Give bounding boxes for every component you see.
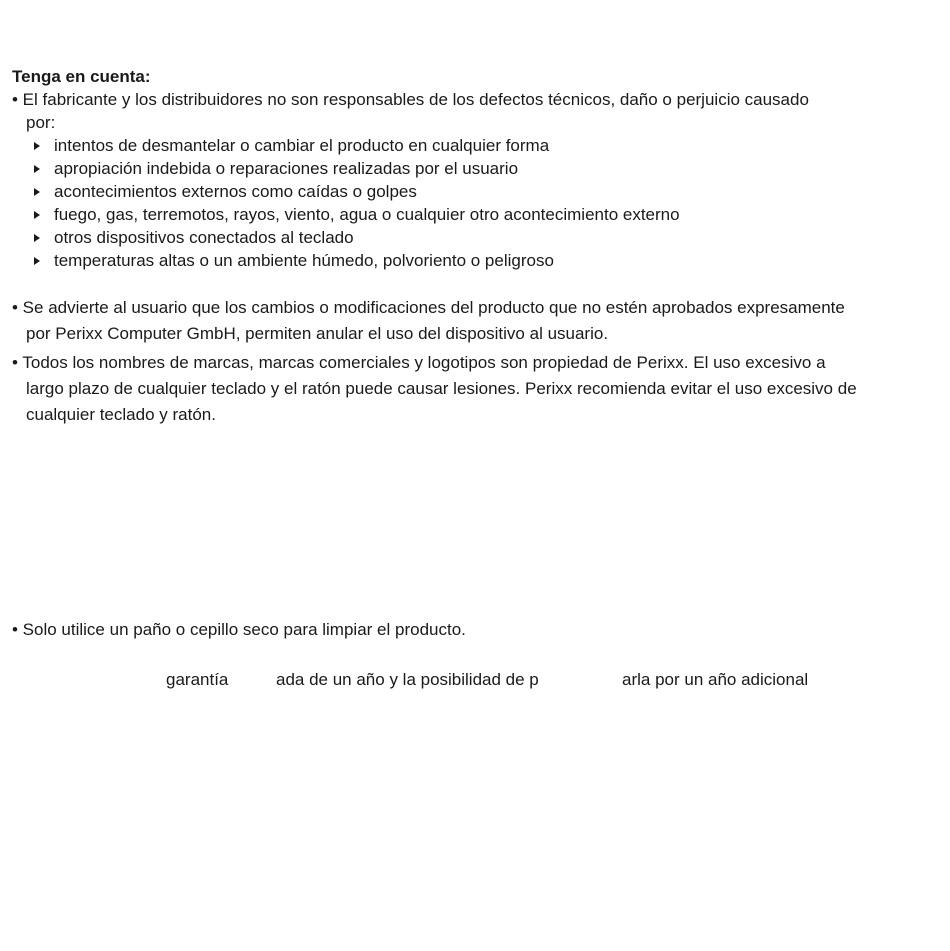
sub-item: otros dispositivos conectados al teclado: [34, 226, 354, 249]
bullet-1-line-2: por:: [26, 113, 56, 132]
warranty-fragment: ada de un año y la posibilidad de p: [276, 670, 539, 689]
sub-item: acontecimientos externos como caídas o golpes: [34, 180, 417, 203]
triangle-bullet-icon: [34, 188, 40, 196]
bullet-3-line-3: cualquier teclado y ratón.: [26, 405, 216, 424]
bullet-4: • Solo utilice un paño o cepillo seco para limpiar el producto.: [12, 620, 466, 639]
triangle-bullet-icon: [34, 211, 40, 219]
triangle-bullet-icon: [34, 142, 40, 150]
sub-item: fuego, gas, terremotos, rayos, viento, agua o cualquier otro acontecimiento externo: [34, 203, 680, 226]
warranty-fragment: garantía: [166, 670, 229, 689]
triangle-bullet-icon: [34, 234, 40, 242]
sub-item: temperaturas altas o un ambiente húmedo, polvoriento o peligroso: [34, 249, 554, 272]
bullet-2-line-1: • Se advierte al usuario que los cambios o modificaciones del producto que no estén aprobados expresamente: [12, 298, 845, 317]
triangle-bullet-icon: [34, 257, 40, 265]
sub-item: apropiación indebida o reparaciones realizadas por el usuario: [34, 157, 518, 180]
notice-heading: Tenga en cuenta:: [12, 67, 151, 86]
triangle-bullet-icon: [34, 165, 40, 173]
bullet-3-line-2: largo plazo de cualquier teclado y el ratón puede causar lesiones. Perixx recomienda evitar el uso excesivo de: [26, 379, 857, 398]
bullet-3-line-1: • Todos los nombres de marcas, marcas comerciales y logotipos son propiedad de Perixx. El uso excesivo a: [12, 353, 826, 372]
sub-item: intentos de desmantelar o cambiar el producto en cualquier forma: [34, 134, 549, 157]
bullet-2-line-2: por Perixx Computer GmbH, permiten anular el uso del dispositivo al usuario.: [26, 324, 609, 343]
warranty-fragment: arla por un año adicional: [622, 670, 809, 689]
bullet-1-line-1: • El fabricante y los distribuidores no son responsables de los defectos técnicos, daño o perjuicio causado: [12, 90, 809, 109]
